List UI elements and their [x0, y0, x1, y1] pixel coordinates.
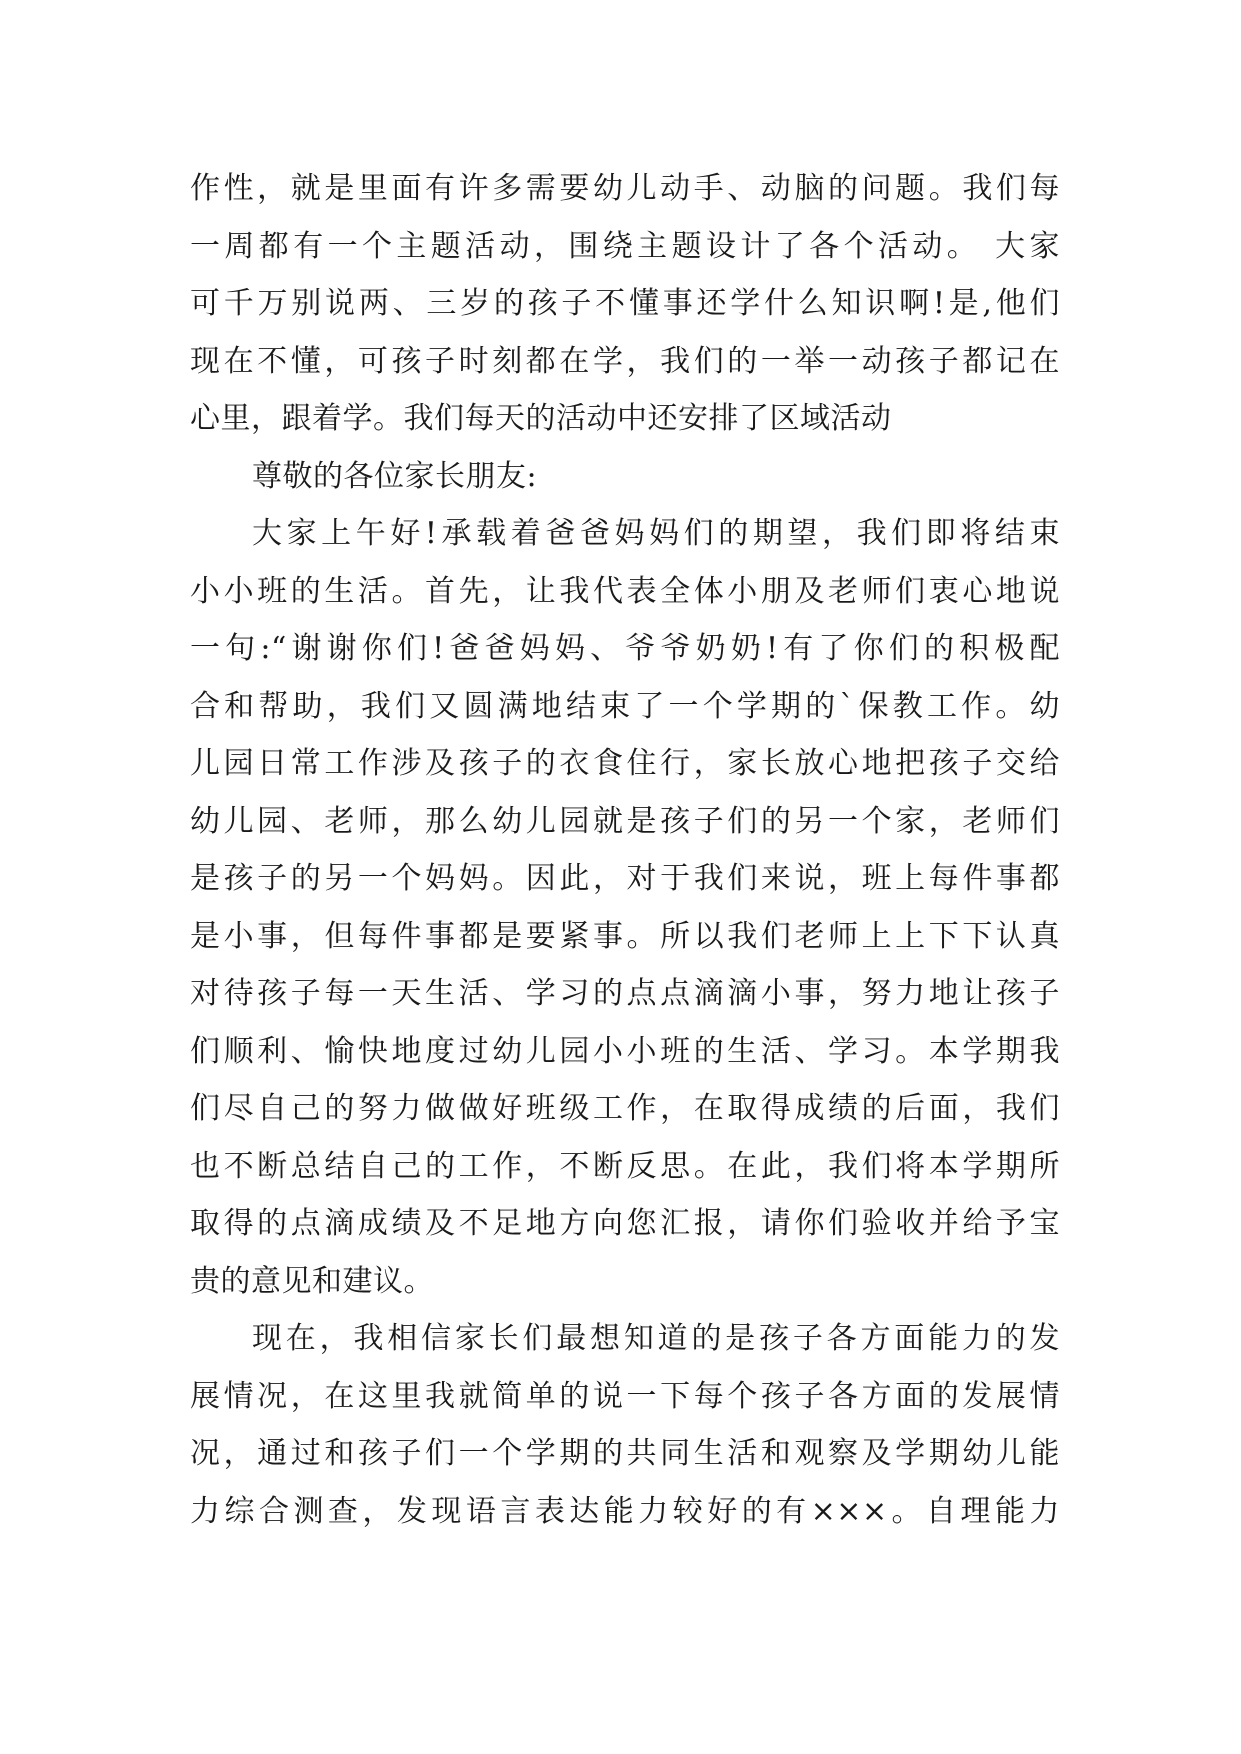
- text-line: 儿园日常工作涉及孩子的衣食住行，家长放心地把孩子交给: [190, 746, 1060, 781]
- text-line: 们尽自己的努力做做好班级工作，在取得成绩的后面，我们: [190, 1091, 1060, 1126]
- salutation-line: 尊敬的各位家长朋友:: [252, 458, 538, 494]
- paragraph-start-line: 现在，我相信家长们最想知道的是孩子各方面能力的发: [252, 1321, 1060, 1356]
- document-body: [190, 160, 1060, 1540]
- text-line: 是孩子的另一个妈妈。因此，对于我们来说，班上每件事都: [190, 861, 1060, 896]
- text-line: 也不断总结自己的工作，不断反思。在此，我们将本学期所: [190, 1148, 1060, 1184]
- text-line: 们顺利、愉快地度过幼儿园小小班的生活、学习。本学期我: [190, 1033, 1060, 1069]
- text-line: 可千万别说两、三岁的孩子不懂事还学什么知识啊!是,他们: [190, 286, 1060, 321]
- text-line: 贵的意见和建议。: [190, 1263, 434, 1299]
- text-line: 作性，就是里面有许多需要幼儿动手、动脑的问题。我们每: [190, 171, 1060, 206]
- text-line: 对待孩子每一天生活、学习的点点滴滴小事，努力地让孩子: [190, 976, 1060, 1011]
- text-line: 现在不懂，可孩子时刻都在学，我们的一举一动孩子都记在: [190, 343, 1060, 379]
- text-line: 合和帮助，我们又圆满地结束了一个学期的`保教工作。幼: [190, 688, 1060, 724]
- text-line: 取得的点滴成绩及不足地方向您汇报，请你们验收并给予宝: [190, 1206, 1060, 1241]
- text-line: 幼儿园、老师，那么幼儿园就是孩子们的另一个家，老师们: [190, 803, 1060, 839]
- text-line: 一句:“谢谢你们!爸爸妈妈、爷爷奶奶!有了你们的积极配: [190, 631, 1060, 666]
- text-line: 是小事，但每件事都是要紧事。所以我们老师上上下下认真: [190, 918, 1060, 954]
- text-line: 一周都有一个主题活动，围绕主题设计了各个活动。 大家: [190, 228, 1060, 264]
- text-line: 小小班的生活。首先，让我代表全体小朋及老师们衷心地说: [190, 573, 1060, 609]
- paragraph-start-line: 大家上午好!承载着爸爸妈妈们的期望，我们即将结束: [252, 516, 1060, 551]
- text-line: 况，通过和孩子们一个学期的共同生活和观察及学期幼儿能: [190, 1436, 1060, 1471]
- text-line: 展情况，在这里我就简单的说一下每个孩子各方面的发展情: [190, 1378, 1060, 1414]
- text-line: 力综合测查，发现语言表达能力较好的有×××。自理能力: [190, 1493, 1060, 1529]
- text-line: 心里，跟着学。我们每天的活动中还安排了区域活动: [190, 401, 892, 436]
